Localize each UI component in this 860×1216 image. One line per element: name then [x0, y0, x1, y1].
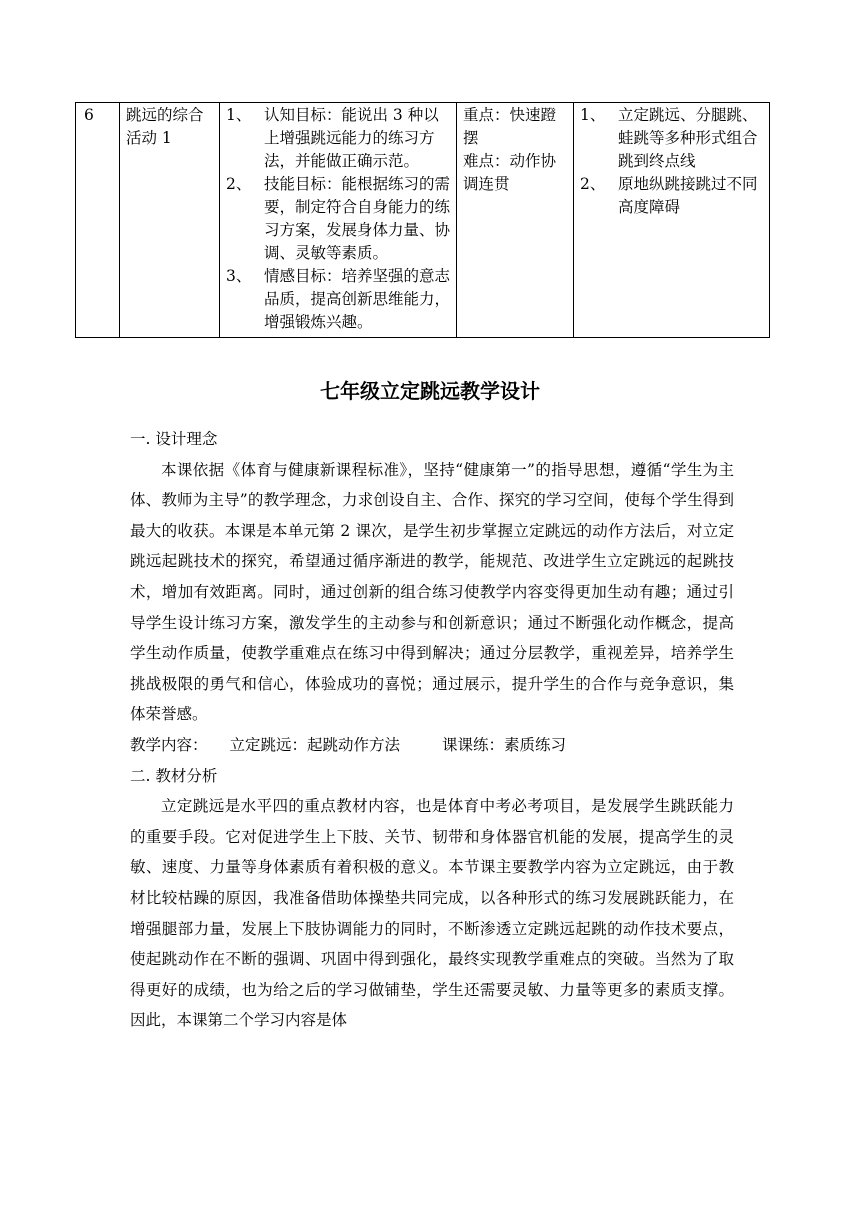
- section-heading: 一. 设计理念: [130, 430, 218, 448]
- activity-text: 立定跳远、分腿跳、蛙跳等多种形式组合跳到终点线: [618, 106, 758, 170]
- lesson-name: 跳远的综合活动 1: [126, 106, 204, 147]
- activity-number: 1、: [580, 106, 606, 124]
- list-item: [226, 173, 450, 265]
- list-item: [580, 104, 763, 173]
- list-item: [226, 265, 450, 334]
- content-label: 教学内容：: [130, 735, 208, 754]
- goal-text: 认知目标：能说出 3 种以上增强跳远能力的练习方法，并能做正确示范。: [264, 106, 439, 170]
- material-analysis-paragraph: 立定跳远是水平四的重点教材内容，也是体育中考必考项目，是发展学生跳跃能力的重要手段。它对促进学生上下肢、关节、韧带和身体器官机能的发展，提高学生的灵敏、速度、力量等身体素质有着积极的意义。本节课主要教学内容为立定跳远，由于教材比较枯躁的原因，我准备借助体操垫共同完成，以各种形式的练习发展跳跃能力，在增强腿部力量，发展上下肢协调能力的同时，不断渗透立定跳远起跳的动作技术要点，使起跳动作在不断的强调、巩固中得到强化，最终实现教学重难点的突破。当然为了取得更好的成绩，也为给之后的学习做铺垫，学生还需要灵敏、力量等更多的素质支撑。因此，本课第二个学习内容是体: [130, 797, 734, 1030]
- design-concept-paragraph: 本课依据《体育与健康新课程标准》，坚持“健康第一”的指导思想，遵循“学生为主体、教师为主导”的教学理念，力求创设自主、合作、探究的学习空间，使每个学生得到最大的收获。本课是本单元第 2 课次，是学生初步掌握立定跳远的动作方法后，对立定跳远起跳技术的探究，希望通过循序渐进的教学，能规范、改进学生立定跳远的起跳技术，增加有效距离。同时，通过创新的组合练习使教学内容变得更加生动有趣；通过引导学生设计练习方案，激发学生的主动参与和创新意识；通过不断强化动作概念，提高学生动作质量，使教学重难点在练习中得到解决；通过分层教学，重视差异，培养学生挑战极限的勇气和信心，体验成功的喜悦；通过展示，提升学生的合作与竞争意识，集体荣誉感。: [130, 460, 734, 724]
- row-index: 6: [84, 106, 94, 124]
- difficulty: 难点：动作协调连贯: [463, 152, 557, 193]
- goals-cell: [220, 103, 457, 338]
- key-point: 重点：快速蹬摆: [463, 106, 557, 147]
- teaching-content-line: [130, 730, 734, 761]
- table-row: [76, 103, 770, 338]
- activities-cell: [574, 103, 770, 338]
- practice-label: 课课练：: [442, 735, 505, 754]
- section-heading: 二. 教材分析: [130, 766, 218, 785]
- activity-number: 2、: [580, 175, 606, 193]
- goal-number: 2、: [226, 175, 252, 193]
- content-value: 立定跳远：起跳动作方法: [229, 735, 401, 754]
- goal-text: 技能目标：能根据练习的需要，制定符合自身能力的练习方案，发展身体力量、协调、灵敏等素质。: [264, 175, 451, 262]
- goal-number: 3、: [226, 267, 252, 285]
- key-points-cell: [457, 103, 574, 338]
- list-item: [226, 104, 450, 173]
- document-title: 七年级立定跳远教学设计: [320, 379, 540, 403]
- lesson-name-cell: [120, 103, 220, 338]
- goals-list: [226, 104, 450, 334]
- activities-list: [580, 104, 763, 219]
- list-item: [580, 173, 763, 219]
- goal-number: 1、: [226, 106, 252, 124]
- activity-text: 原地纵跳接跳过不同高度障碍: [618, 175, 758, 216]
- lesson-plan-table: [75, 102, 770, 338]
- row-index-cell: [76, 103, 120, 338]
- goal-text: 情感目标：培养坚强的意志品质，提高创新思维能力，增强锻炼兴趣。: [264, 267, 451, 331]
- document-body: [130, 424, 734, 1036]
- practice-value: 素质练习: [504, 735, 567, 754]
